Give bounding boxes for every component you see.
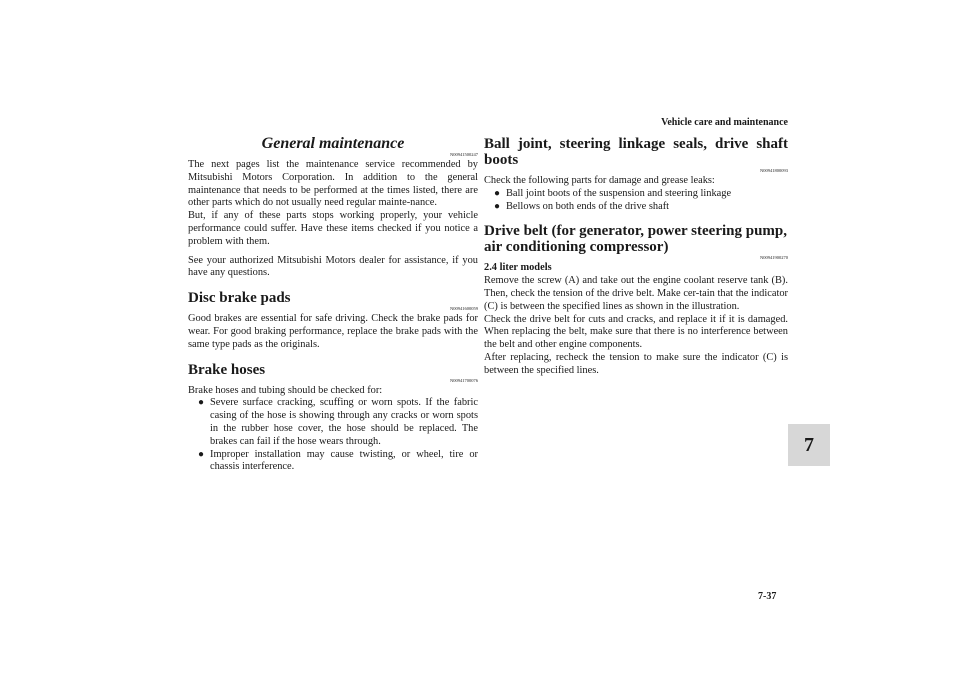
- right-column: [484, 136, 788, 378]
- ball-joint-section: [484, 136, 788, 213]
- list-item: ● Bellows on both ends of the drive shaft: [494, 200, 670, 212]
- drive-belt-para-1: Remove the screw (A) and take out the engine coolant reserve tank (B). Then, check the tension of the drive belt. Make cer-tain that the indicator (C) is between the specified lines as shown in the illustration.: [484, 275, 788, 312]
- filled-circle-bullet-icon: ●: [198, 397, 205, 409]
- brake-hoses-code: N00941700076: [450, 377, 478, 383]
- ball-joint-intro: Check the following parts for damage and grease leaks:: [484, 175, 715, 186]
- drive-belt-heading: Drive belt (for generator, power steering pump, air conditioning compressor): [484, 223, 788, 256]
- brake-hoses-intro: Brake hoses and tubing should be checked for:: [188, 384, 383, 396]
- general-maintenance-heading: General maintenance: [261, 135, 405, 152]
- disc-brake-pads-section: [188, 290, 478, 351]
- left-column: [188, 136, 478, 474]
- brake-hoses-section: [188, 362, 478, 475]
- drive-belt-section: [484, 223, 788, 377]
- list-item: ● Ball joint boots of the suspension and steering linkage: [494, 187, 732, 199]
- drive-belt-para-2: Check the drive belt for cuts and cracks, and replace it if it is damaged. When replacing the belt, make sure that there is no interference between the belt and other engine components.: [484, 313, 788, 351]
- filled-circle-bullet-icon: ●: [494, 200, 501, 212]
- disc-brake-pads-heading: Disc brake pads: [188, 290, 291, 307]
- drive-belt-para-3: After replacing, recheck the tension to make sure the indicator (C) is between the specified lines.: [484, 351, 788, 376]
- disc-brake-pads-para: Good brakes are essential for safe driving. Check the brake pads for wear. For good braking performance, replace the brake pads with the same type pads as the originals.: [188, 313, 478, 350]
- brake-hoses-list: [188, 397, 478, 474]
- filled-circle-bullet-icon: ●: [198, 448, 205, 460]
- page-number: 7-37: [758, 591, 777, 602]
- ball-joint-code: N00941800093: [760, 168, 788, 173]
- running-header: Vehicle care and maintenance: [661, 117, 788, 128]
- general-maintenance-para-2: But, if any of these parts stops working properly, your vehicle performance could suffer. Have these items checked if you notice a problem with them.: [188, 210, 478, 247]
- general-maintenance-para-3: See your authorized Mitsubishi Motors dealer for assistance, if you have any questions.: [188, 254, 478, 279]
- general-maintenance-code: N00941500247: [450, 152, 478, 157]
- drive-belt-code: N00941900270: [760, 255, 788, 261]
- ball-joint-list: [484, 188, 788, 214]
- brake-hoses-heading: Brake hoses: [188, 361, 266, 378]
- ball-joint-heading: Ball joint, steering linkage seals, drive shaft boots: [484, 136, 788, 168]
- disc-brake-pads-code: N00941600059: [450, 306, 478, 312]
- general-maintenance-section: [188, 136, 478, 280]
- general-maintenance-para-1: The next pages list the maintenance service recommended by Mitsubishi Motors Corporation. In addition to the general maintenance that needs to be performed at the times listed, there are other parts which do not usually need regular mainte-nance.: [188, 159, 478, 209]
- list-item: ● Severe surface cracking, scuffing or worn spots. If the fabric casing of the hose is showing through any cracks or worn spots in the rubber hose cover, the hose should be replaced. The brakes can fail if the hose wears through.: [198, 397, 478, 447]
- drive-belt-subheading: 2.4 liter models: [484, 262, 552, 274]
- filled-circle-bullet-icon: ●: [494, 187, 501, 199]
- list-item: ● Improper installation may cause twisting, or wheel, tire or chassis interference.: [198, 448, 478, 473]
- chapter-tab: 7: [788, 424, 830, 466]
